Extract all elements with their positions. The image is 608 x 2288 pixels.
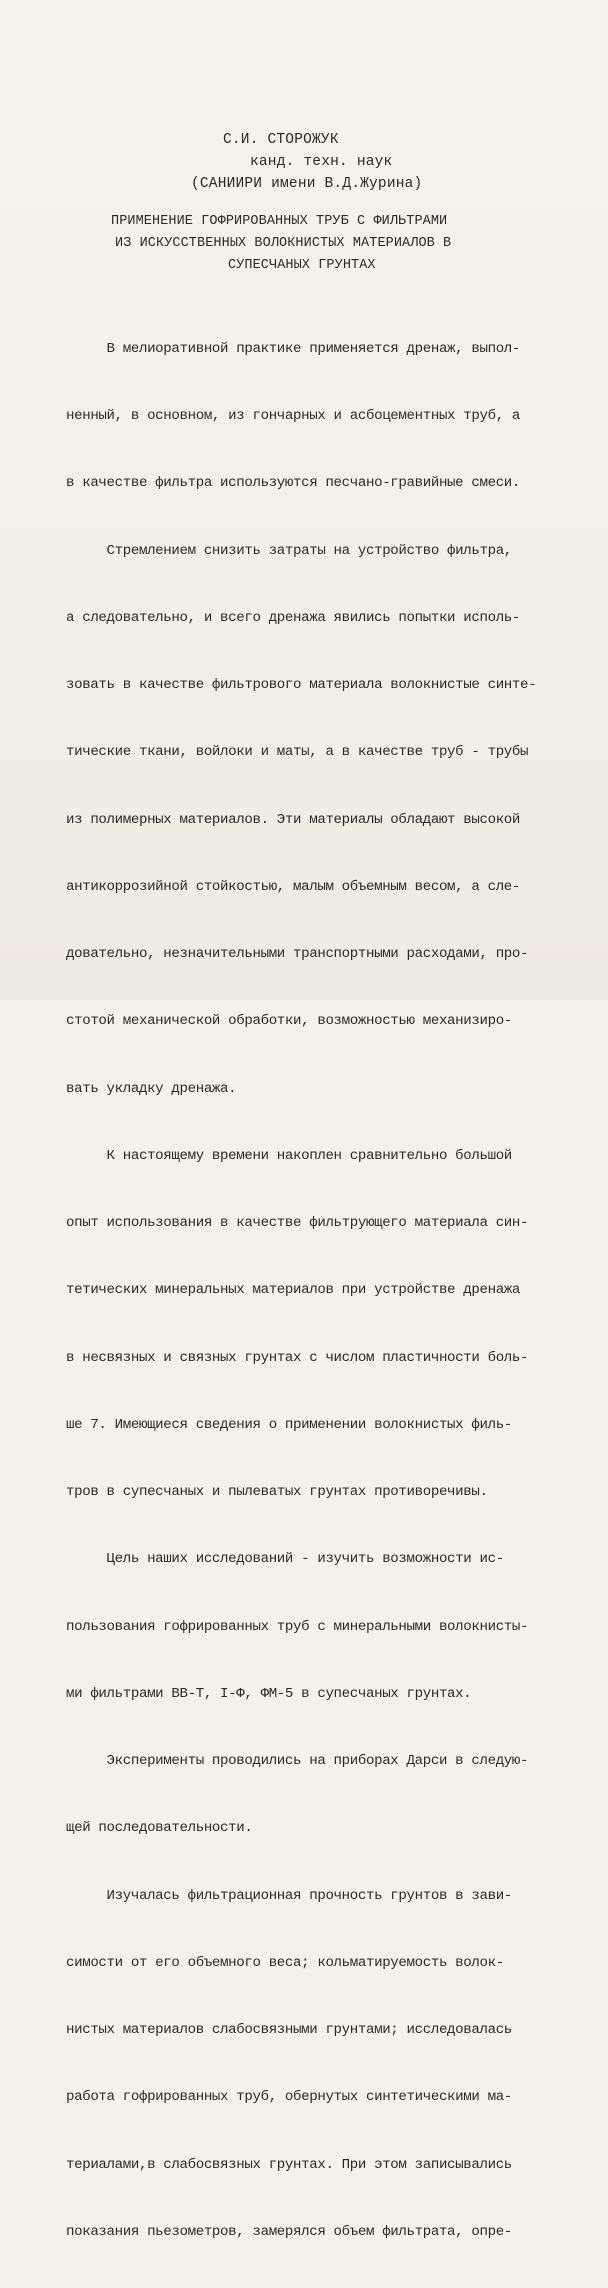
body-line: показания пьезометров, замерялся объем фильтрата, опре- xyxy=(66,2223,512,2240)
body-line: в несвязных и связных грунтах с числом пластичности боль- xyxy=(66,1349,529,1366)
body-line: пользования гофрированных труб с минеральными волокнисты- xyxy=(66,1618,529,1635)
body-line: из полимерных материалов. Эти материалы обладают высокой xyxy=(66,811,521,828)
body-line: довательно, незначительными транспортными расходами, про- xyxy=(66,946,529,963)
body-line: тров в супесчаных и пылеватых грунтах противоречивы. xyxy=(66,1484,488,1501)
body-line: тетических минеральных материалов при устройстве дренажа xyxy=(66,1282,521,1299)
body-line: а следовательно, и всего дренажа явились попытки исполь- xyxy=(66,609,521,626)
body-line: В мелиоративной практике применяется дренаж, выпол- xyxy=(66,340,521,357)
body-line: опыт использования в качестве фильтрующего материала син- xyxy=(66,1215,529,1232)
body-line: щей последовательности. xyxy=(66,1820,253,1837)
title-line-1: ПРИМЕНЕНИЕ ГОФРИРОВАННЫХ ТРУБ С ФИЛЬТРАМИ xyxy=(111,214,448,229)
body-line: ненный, в основном, из гончарных и асбоцементных труб, а xyxy=(66,408,521,425)
body-line: работа гофрированных труб, обернутых синтетическими ма- xyxy=(66,2089,512,2106)
body-line: К настоящему времени накоплен сравнительно большой xyxy=(66,1147,512,1164)
title-line-3: СУПЕСЧАНЫХ ГРУНТАХ xyxy=(228,258,376,273)
body-line: Эксперименты проводились на приборах Дарси в следую- xyxy=(66,1753,529,1770)
body-line: симости от его объемного веса; кольматируемость волок- xyxy=(66,1954,504,1971)
body-line: териалами,в слабосвязных грунтах. При этом записывались xyxy=(66,2156,512,2173)
body-line: тические ткани, войлоки и маты, а в качестве труб - трубы xyxy=(66,744,529,761)
body-text xyxy=(66,293,566,2288)
body-line: зовать в качестве фильтрового материала волокнистые синте- xyxy=(66,677,537,694)
body-line: ми фильтрами ВВ-Т, I-Ф, ФМ-5 в супесчаных грунтах. xyxy=(66,1685,472,1702)
body-line: нистых материалов слабосвязными грунтами; исследовалась xyxy=(66,2022,512,2039)
body-line: стотой механической обработки, возможностью механизиро- xyxy=(66,1013,512,1030)
author-name: С.И. СТОРОЖУК xyxy=(223,132,339,148)
author-affiliation: (САНИИРИ имени В.Д.Журина) xyxy=(191,176,423,192)
body-line: Стремлением снизить затраты на устройство фильтра, xyxy=(66,542,512,559)
body-line: вать укладку дренажа. xyxy=(66,1080,237,1097)
body-line: антикоррозийной стойкостью, малым объемным весом, а сле- xyxy=(66,878,521,895)
body-line: Цель наших исследований - изучить возможности ис- xyxy=(66,1551,504,1568)
author-degree: канд. техн. наук xyxy=(250,154,393,170)
body-line: Изучалась фильтрационная прочность грунтов в зави- xyxy=(66,1887,512,1904)
body-line: в качестве фильтра используются песчано-гравийные смеси. xyxy=(66,475,521,492)
body-line: ше 7. Имеющиеся сведения о применении волокнистых филь- xyxy=(66,1416,512,1433)
title-line-2: ИЗ ИСКУССТВЕННЫХ ВОЛОКНИСТЫХ МАТЕРИАЛОВ В xyxy=(115,236,452,251)
